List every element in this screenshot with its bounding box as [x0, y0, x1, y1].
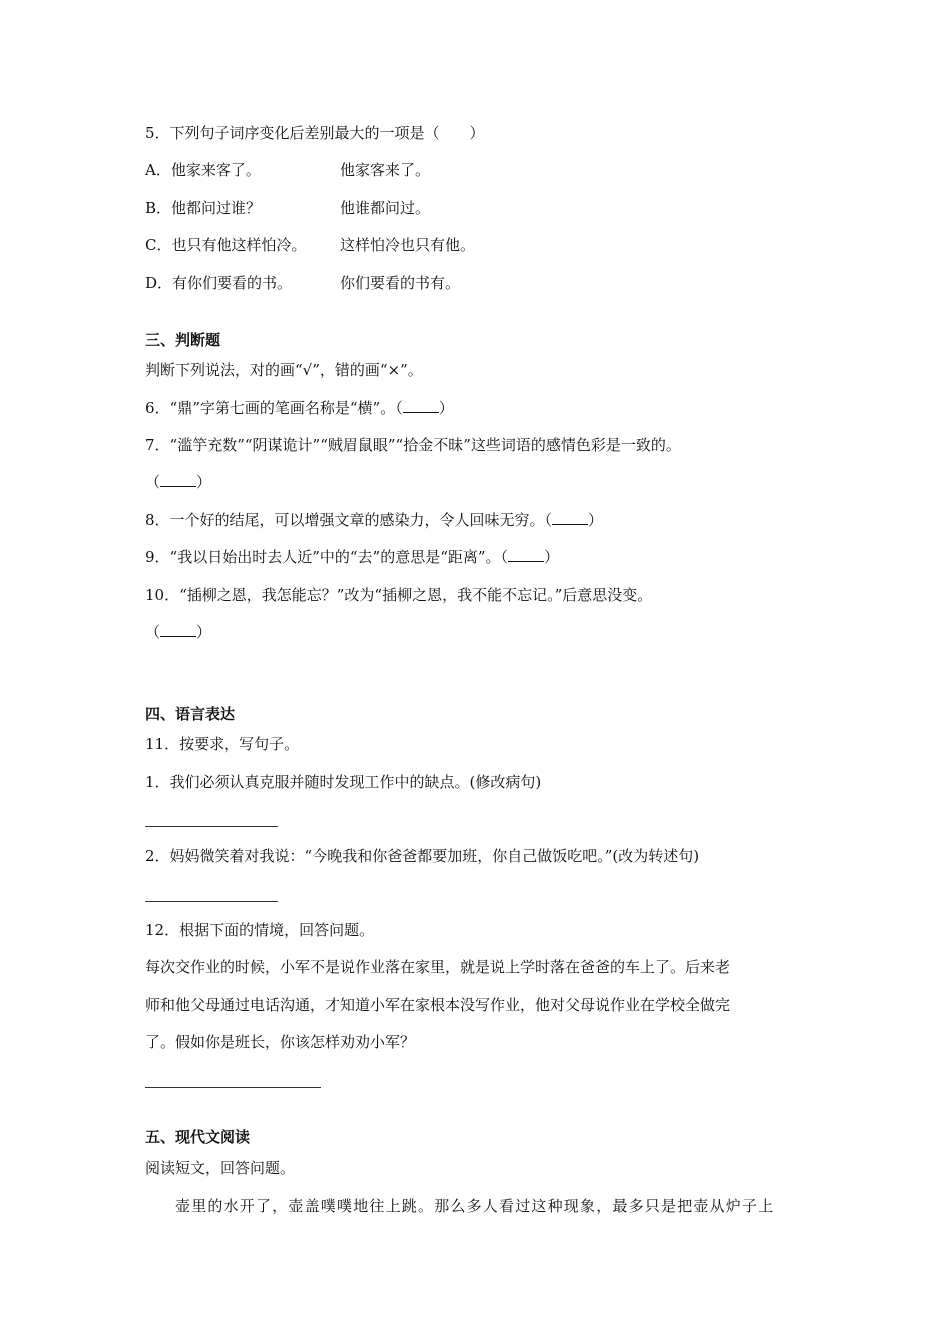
option-d-right: 你们要看的书有。 [340, 274, 461, 292]
q6-text: 6．“鼎”字第七画的笔画名称是“横”。（ [145, 399, 403, 417]
section-3-intro: 判断下列说法，对的画“√”，错的画“×”。 [145, 361, 423, 379]
option-a-left: A．他家来客了。 [145, 161, 261, 179]
q5-stem: 5．下列句子词序变化后差别最大的一项是（ ） [145, 124, 485, 142]
close-paren: ） [544, 548, 560, 566]
option-c-left: C．也只有他这样怕冷。 [145, 236, 307, 254]
q12-scenario-line-1: 每次交作业的时候，小军不是说作业落在家里，就是说上学时落在爸爸的车上了。后来老 [145, 958, 731, 976]
option-b-right: 他谁都问过。 [340, 199, 431, 217]
answer-blank[interactable] [508, 547, 544, 562]
q6 [145, 398, 454, 418]
q11: 11．按要求，写句子。 [145, 735, 300, 753]
q11-1: 1．我们必须认真克服并随时发现工作中的缺点。(修改病句) [145, 773, 542, 791]
q12: 12．根据下面的情境，回答问题。 [145, 921, 375, 939]
section-5-intro: 阅读短文，回答问题。 [145, 1159, 296, 1177]
q5-option-b [145, 198, 431, 218]
answer-blank[interactable] [160, 472, 196, 487]
answer-line[interactable] [145, 826, 278, 827]
q8-text: 8．一个好的结尾，可以增强文章的感染力，令人回味无穷。（ [145, 511, 553, 529]
close-paren: ） [588, 511, 604, 529]
answer-blank[interactable] [403, 398, 439, 413]
q9-text: 9．“我以日始出时去人近”中的“去”的意思是“距离”。（ [145, 548, 509, 566]
answer-line[interactable] [145, 901, 278, 902]
option-a-right: 他家客来了。 [340, 161, 431, 179]
q12-scenario-line-2: 师和他父母通过电话沟通，才知道小军在家根本没写作业，他对父母说作业在学校全做完 [145, 996, 731, 1014]
q5-option-d [145, 273, 461, 293]
q7-answer [145, 472, 211, 492]
answer-blank[interactable] [552, 510, 588, 525]
open-paren: （ [145, 473, 161, 491]
option-c-right: 这样怕冷也只有他。 [340, 236, 476, 254]
q9 [145, 547, 559, 567]
q10-text: 10．“插柳之恩，我怎能忘？”改为“插柳之恩，我不能不忘记。”后意思没变。 [145, 586, 653, 604]
close-paren: ） [196, 473, 212, 491]
q10-answer [145, 622, 211, 642]
section-3-title: 三、判断题 [145, 331, 221, 349]
passage-paragraph-1: 壶里的水开了，壶盖噗噗地往上跳。那么多人看过这种现象，最多只是把壶从炉子上 [175, 1197, 775, 1215]
q5-option-c [145, 235, 476, 255]
section-4-title: 四、语言表达 [145, 705, 236, 723]
option-d-left: D．有你们要看的书。 [145, 274, 293, 292]
open-paren: （ [145, 623, 161, 641]
section-5-title: 五、现代文阅读 [145, 1128, 251, 1146]
q11-2: 2．妈妈微笑着对我说：“今晚我和你爸爸都要加班，你自己做饭吃吧。”(改为转述句) [145, 847, 700, 865]
close-paren: ） [438, 399, 454, 417]
q8 [145, 510, 603, 530]
option-b-left: B．他都问过谁？ [145, 199, 262, 217]
answer-blank[interactable] [160, 622, 196, 637]
q5-option-a [145, 160, 431, 180]
q7-text: 7．“滥竽充数”“阴谋诡计”“贼眉鼠眼”“拾金不昧”这些词语的感情色彩是一致的。 [145, 436, 681, 454]
close-paren: ） [196, 623, 212, 641]
q12-scenario-line-3: 了。假如你是班长，你该怎样劝劝小军？ [145, 1033, 416, 1051]
answer-line[interactable] [145, 1087, 321, 1088]
